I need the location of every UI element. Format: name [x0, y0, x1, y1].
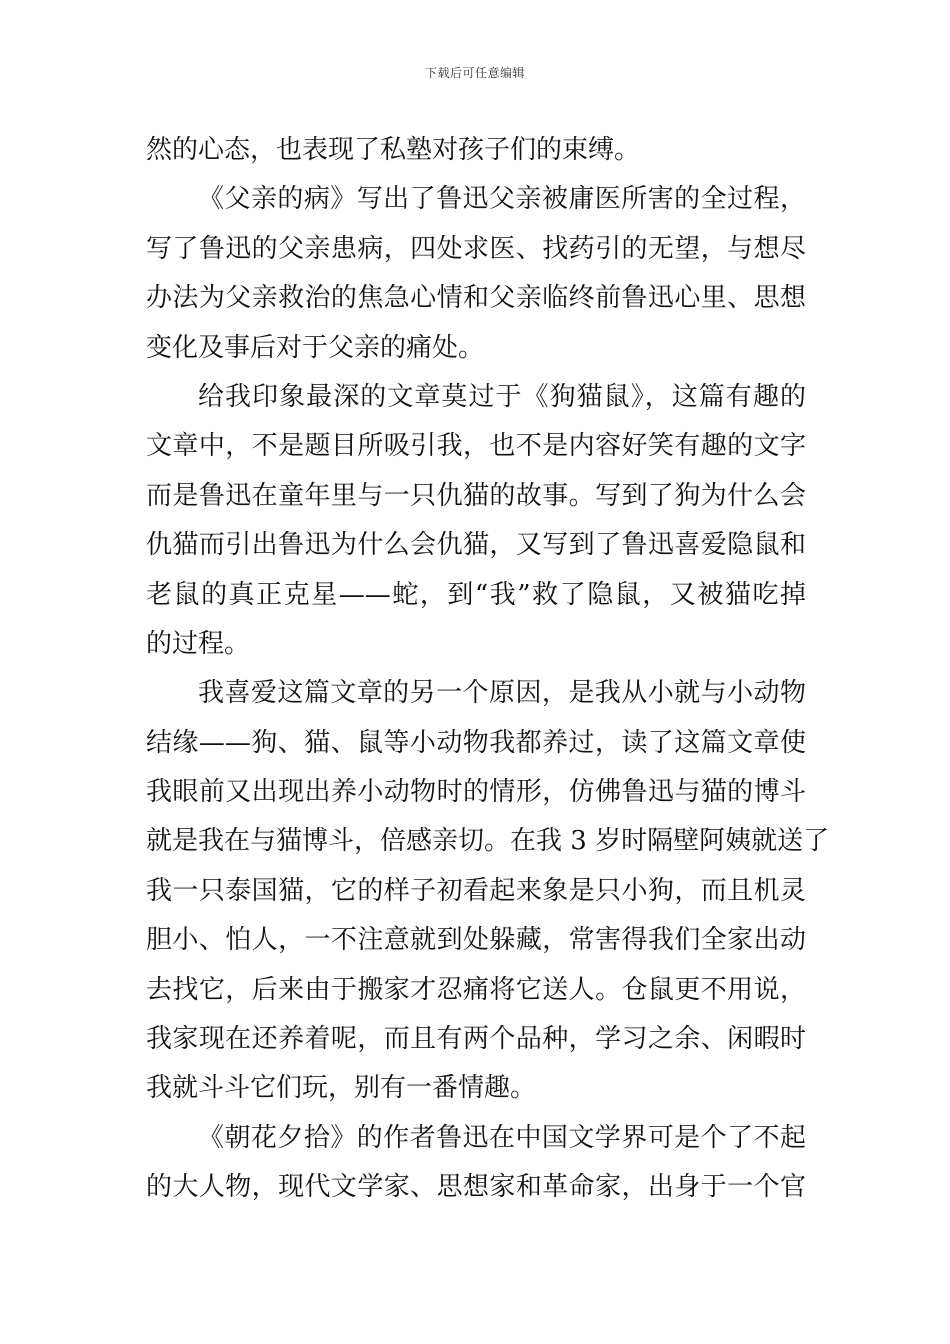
- text-line: 办法为父亲救治的焦急心情和父亲临终前鲁迅心里、思想: [146, 283, 806, 314]
- text-line: 《父亲的病》写出了鲁迅父亲被庸医所害的全过程，: [198, 184, 806, 215]
- text-line: 写了鲁迅的父亲患病，四处求医、找药引的无望，与想尽: [146, 233, 806, 264]
- text-line: 的大人物，现代文学家、思想家和革命家，出身于一个官: [146, 1172, 806, 1203]
- text-line: 我一只泰国猫，它的样子初看起来象是只小狗，而且机灵: [146, 875, 806, 906]
- text-line: 而是鲁迅在童年里与一只仇猫的故事。写到了狗为什么会: [146, 480, 806, 511]
- text-line: 变化及事后对于父亲的痛处。: [146, 332, 485, 363]
- body-text: [146, 126, 830, 1213]
- text-line: 我就斗斗它们玩，别有一番情趣。: [146, 1073, 537, 1104]
- page-header: 下载后可任意编辑: [424, 66, 525, 80]
- text-line: 胆小、怕人，一不注意就到处躲藏，常害得我们全家出动: [146, 925, 806, 956]
- text-line: 《朝花夕拾》的作者鲁迅在中国文学界可是个了不起: [198, 1122, 806, 1153]
- text-line: 老鼠的真正克星——蛇，到“我”救了隐鼠，又被猫吃掉: [146, 579, 806, 610]
- text-line: 去找它，后来由于搬家才忍痛将它送人。仓鼠更不用说，: [146, 974, 806, 1005]
- text-line: 然的心态，也表现了私塾对孩子们的束缚。: [146, 135, 641, 165]
- text-line: 我家现在还养着呢，而且有两个品种，学习之余、闲暇时: [146, 1024, 806, 1055]
- text-line: 就是我在与猫博斗，倍感亲切。在我 3 岁时隔壁阿姨就送了: [146, 826, 830, 857]
- text-line: 文章中，不是题目所吸引我，也不是内容好笑有趣的文字: [146, 431, 806, 462]
- text-line: 结缘——狗、猫、鼠等小动物我都养过，读了这篇文章使: [146, 727, 806, 758]
- text-line: 仇猫而引出鲁迅为什么会仇猫，又写到了鲁迅喜爱隐鼠和: [146, 530, 806, 561]
- text-line: 给我印象最深的文章莫过于《狗猫鼠》，这篇有趣的: [198, 381, 806, 412]
- text-line: 我喜爱这篇文章的另一个原因，是我从小就与小动物: [198, 678, 806, 709]
- text-line: 我眼前又出现出养小动物时的情形，仿佛鲁迅与猫的博斗: [146, 777, 806, 808]
- text-line: 的过程。: [146, 628, 251, 659]
